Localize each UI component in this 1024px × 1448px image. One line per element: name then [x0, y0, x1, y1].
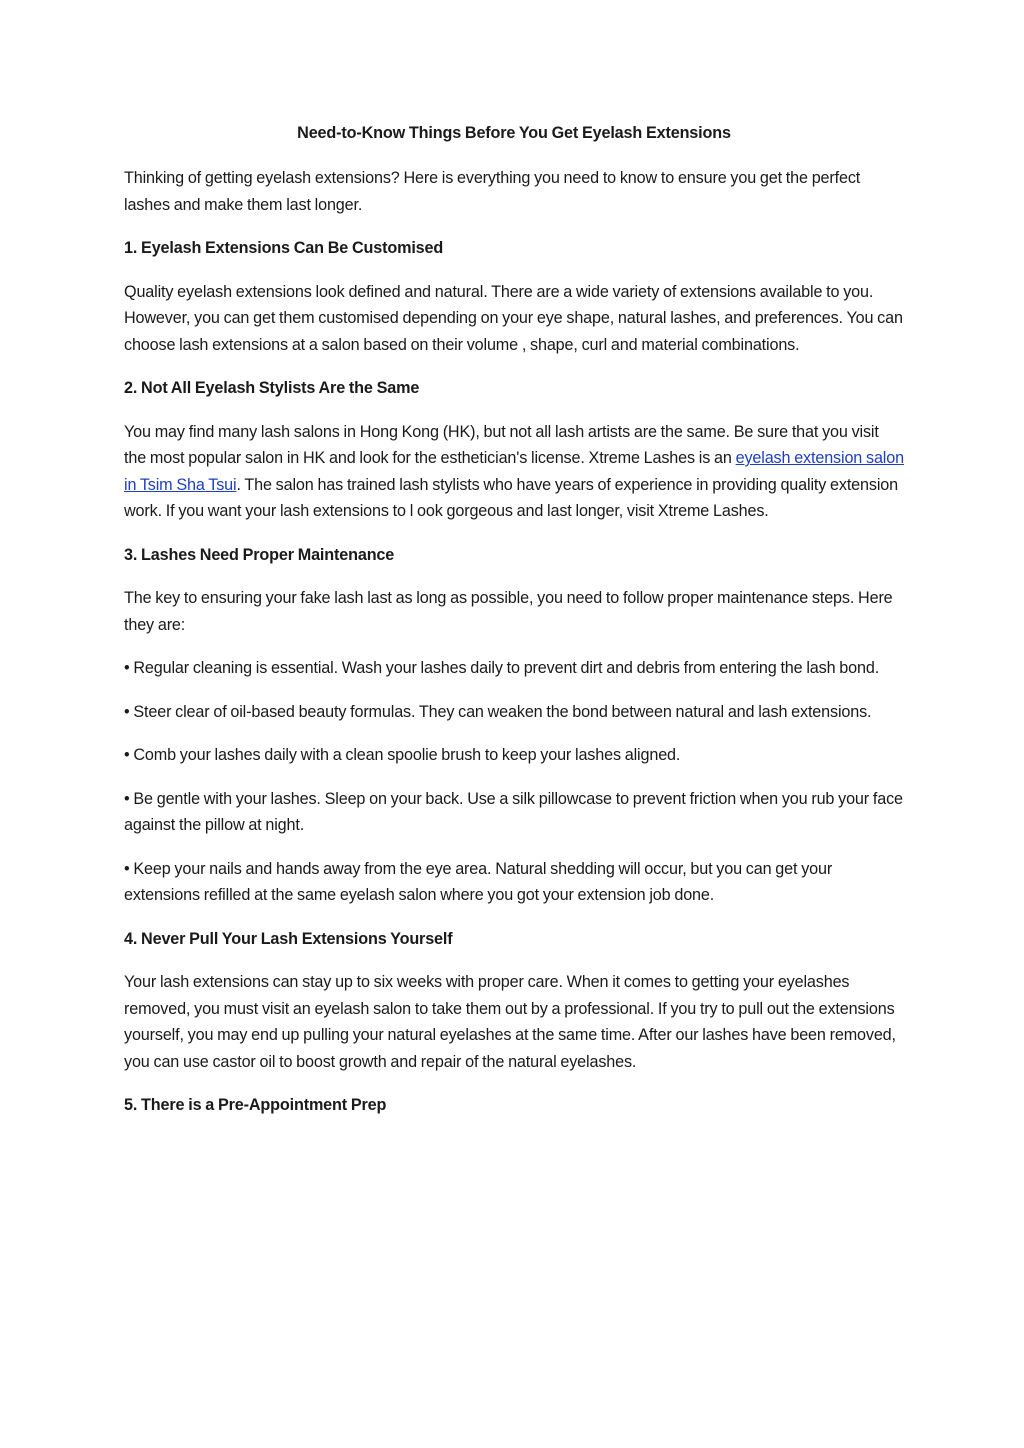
maintenance-bullet: • Be gentle with your lashes. Sleep on your back. Use a silk pillowcase to prevent friction when you rub your face against the pillow at night.: [124, 789, 903, 834]
maintenance-bullet: • Regular cleaning is essential. Wash your lashes daily to prevent dirt and debris from entering the lash bond.: [124, 659, 880, 677]
maintenance-bullet: • Comb your lashes daily with a clean spoolie brush to keep your lashes aligned.: [124, 746, 681, 764]
maintenance-bullet: • Keep your nails and hands away from the eye area. Natural shedding will occur, but you can get your extensions refilled at the same eyelash salon where you got your extension job done.: [124, 859, 833, 904]
section-4-heading: 4. Never Pull Your Lash Extensions Yourself: [124, 929, 453, 948]
section-2-text-after-link: . The salon has trained lash stylists who have years of experience in providing quality extension work. If you want your lash extensions to l ook gorgeous and last longer, visit Xtreme Lashes.: [124, 475, 898, 520]
section-5-heading: 5. There is a Pre-Appointment Prep: [124, 1096, 387, 1114]
section-1-heading: 1. Eyelash Extensions Can Be Customised: [124, 239, 444, 257]
intro-paragraph: Thinking of getting eyelash extensions? Here is everything you need to know to ensure you get the perfect lashes and make them last longer.: [124, 169, 861, 214]
section-4-paragraph: Your lash extensions can stay up to six weeks with proper care. When it comes to getting your eyelashes removed, you must visit an eyelash salon to take them out by a professional. If you try to pull out the extensions yourself, you may end up pulling your natural eyelashes at the same time. After our lashes have been removed, you can use castor oil to boost growth and repair of the natural eyelashes.: [124, 973, 896, 1071]
section-3-paragraph: The key to ensuring your fake lash last as long as possible, you need to follow proper maintenance steps. Here they are:: [124, 589, 893, 634]
section-1-paragraph: Quality eyelash extensions look defined and natural. There are a wide variety of extensions available to you. However, you can get them customised depending on your eye shape, natural lashes, and preferences. You can choose lash extensions at a salon based on their volume , shape, curl and material combinations.: [124, 282, 903, 354]
document-title: Need-to-Know Things Before You Get Eyelash Extensions: [297, 124, 731, 142]
document-body: [124, 118, 904, 1136]
section-2-paragraph: [124, 419, 904, 525]
salon-link[interactable]: eyelash extension salon in Tsim Sha Tsui: [124, 449, 904, 494]
section-2-heading: 2. Not All Eyelash Stylists Are the Same: [124, 379, 420, 397]
section-2-text-before-link: You may find many lash salons in Hong Kong (HK), but not all lash artists are the same. Be sure that you visit the most popular salon in HK and look for the esthetician's license. Xtreme Lashes is an: [124, 422, 879, 467]
maintenance-bullet: • Steer clear of oil-based beauty formulas. They can weaken the bond between natural and lash extensions.: [124, 702, 872, 721]
section-3-heading: 3. Lashes Need Proper Maintenance: [124, 545, 395, 564]
